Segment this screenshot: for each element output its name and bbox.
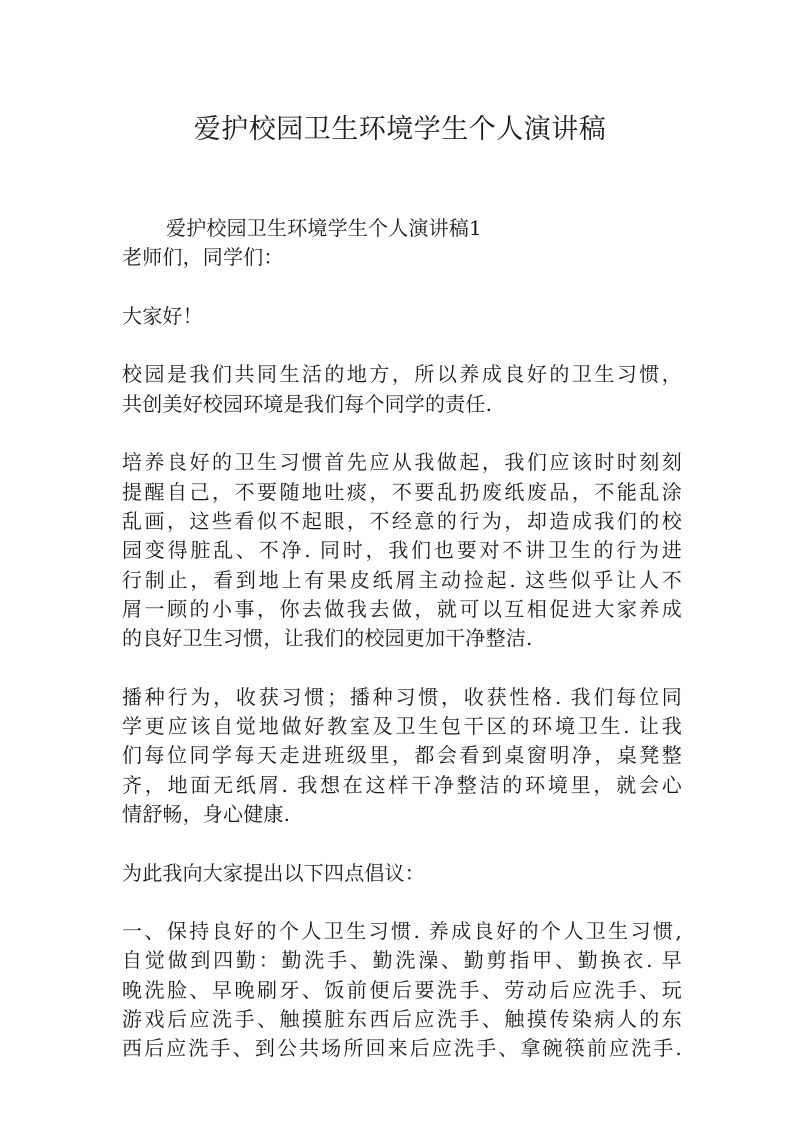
paragraph-line: 学更应该自觉地做好教室及卫生包干区的环境卫生. 让我 — [122, 714, 682, 739]
paragraph-line: 自觉做到四勤：勤洗手、勤洗澡、勤剪指甲、勤换衣. 早 — [122, 948, 682, 973]
paragraph-line: 情舒畅，身心健康. — [122, 801, 291, 826]
paragraph-line: 屑一顾的小事，你去做我去做，就可以互相促进大家养成 — [122, 596, 682, 621]
paragraph-line: 西后应洗手、到公共场所回来后应洗手、拿碗筷前应洗手. — [122, 1036, 682, 1061]
paragraph-gap — [122, 829, 682, 858]
paragraph-line: 行制止，看到地上有果皮纸屑主动捡起. 这些似乎让人不 — [122, 567, 682, 592]
paragraph-1 — [122, 360, 682, 419]
salutation: 老师们，同学们： — [122, 245, 284, 270]
paragraph-line: 游戏后应洗手、触摸脏东西后应洗手、触摸传染病人的东 — [122, 1007, 682, 1032]
paragraph-3 — [122, 683, 682, 829]
paragraph-line: 校园是我们共同生活的地方，所以养成良好的卫生习惯， — [122, 362, 682, 387]
paragraph-line: 培养良好的卫生习惯首先应从我做起，我们应该时时刻刻 — [122, 450, 682, 475]
paragraph-line: 园变得脏乱、不净. 同时，我们也要对不讲卫生的行为进 — [122, 538, 682, 563]
paragraph-gap — [122, 888, 682, 917]
paragraph-line: 为此我向大家提出以下四点倡议： — [122, 860, 425, 885]
paragraph-line: 提醒自己，不要随地吐痰，不要乱扔废纸废品，不能乱涂 — [122, 479, 682, 504]
document-body — [122, 214, 682, 1064]
paragraph-line: 的良好卫生习惯，让我们的校园更加干净整洁. — [122, 626, 533, 651]
paragraph-line: 一、保持良好的个人卫生习惯. 养成良好的个人卫生习惯, — [122, 919, 682, 944]
paragraph-2 — [122, 448, 682, 653]
paragraph-5 — [122, 917, 682, 1063]
paragraph-gap — [122, 273, 682, 302]
document-title: 爱护校园卫生环境学生个人演讲稿 — [193, 114, 607, 145]
greeting: 大家好！ — [122, 303, 203, 328]
paragraph-4 — [122, 859, 682, 888]
paragraph-gap — [122, 419, 682, 448]
paragraph-line: 播种行为，收获习惯；播种习惯，收获性格. 我们每位同 — [122, 684, 682, 709]
paragraph-gap — [122, 331, 682, 360]
paragraph-line: 晚洗脸、早晚刷牙、饭前便后要洗手、劳动后应洗手、玩 — [122, 977, 682, 1002]
section-heading: 爱护校园卫生环境学生个人演讲稿1 — [166, 216, 482, 240]
paragraph-gap — [122, 653, 682, 682]
paragraph-line: 乱画，这些看似不起眼，不经意的行为，却造成我们的校 — [122, 508, 682, 533]
paragraph-line: 共创美好校园环境是我们每个同学的责任. — [122, 391, 493, 416]
paragraph-line: 齐，地面无纸屑. 我想在这样干净整洁的环境里，就会心 — [122, 772, 682, 797]
paragraph-line: 们每位同学每天走进班级里，都会看到桌窗明净，桌凳整 — [122, 743, 682, 768]
